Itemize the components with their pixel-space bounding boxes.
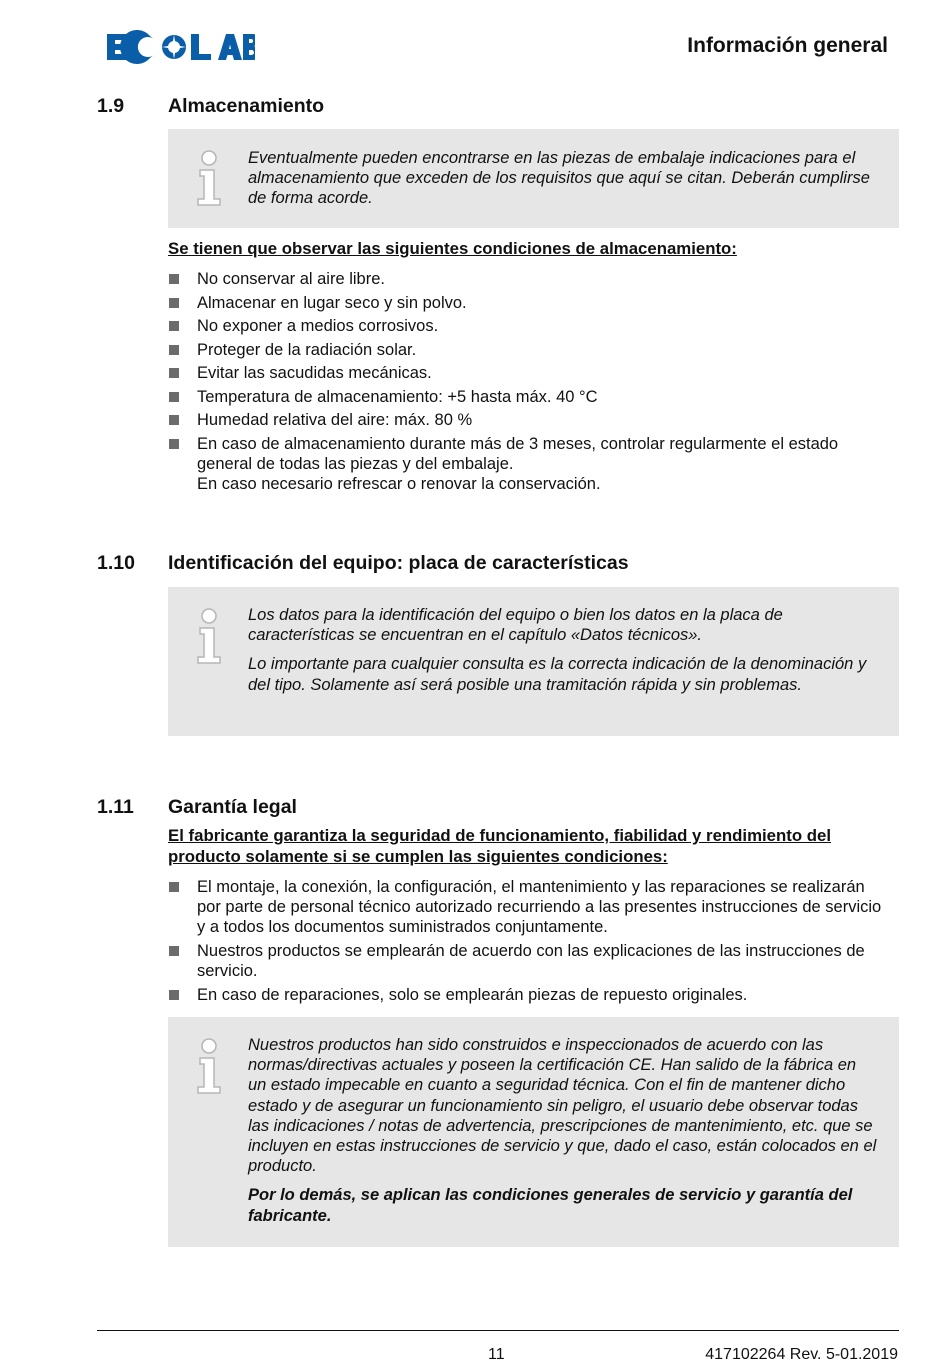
storage-conditions-heading: Se tienen que observar las siguientes condiciones de almacenamiento: [168,239,737,258]
list-item: Temperatura de almacenamiento: +5 hasta máx. 40 °C [168,387,892,407]
bullet-square-icon [169,990,179,1000]
section-title: Garantía legal [168,796,297,818]
bullet-square-icon [169,392,179,402]
section-number: 1.9 [97,95,125,117]
info-note-box [168,129,899,228]
list-item: Almacenar en lugar seco y sin polvo. [168,293,892,313]
page-number: 11 [488,1346,505,1362]
bullet-square-icon [169,274,179,284]
section-number: 1.11 [97,796,134,818]
bullet-square-icon [169,368,179,378]
info-paragraph: Lo importante para cualquier consulta es la correcta indicación de la denominación y del tipo. Solamente así será posible una tramitación rápida y sin problemas. [248,655,867,694]
bullet-square-icon [169,321,179,331]
info-paragraph: Los datos para la identificación del equipo o bien los datos en la placa de características se encuentran en el capítulo «Datos técnicos». [248,606,783,645]
list-item: El montaje, la conexión, la configuración, el mantenimiento y las reparaciones se realizarán por parte de personal técnico autorizado recurriendo a las presentes instrucciones de servicio y a todos los documentos suministrados conjuntamente. [168,877,892,938]
bullet-square-icon [169,439,179,449]
list-item: Proteger de la radiación solar. [168,340,892,360]
bullet-square-icon [169,345,179,355]
list-item: Nuestros productos se emplearán de acuerdo con las explicaciones de las instrucciones de servicio. [168,941,892,981]
list-item: Humedad relativa del aire: máx. 80 % [168,410,892,430]
info-note-box [168,1017,899,1247]
bullet-square-icon [169,946,179,956]
info-paragraph-bold: Por lo demás, se aplican las condiciones generales de servicio y garantía del fabricante. [248,1186,853,1225]
section-title: Almacenamiento [168,95,325,117]
section-title: Identificación del equipo: placa de características [168,552,629,574]
info-icon [192,149,226,207]
info-icon [192,607,226,665]
bullet-square-icon [169,415,179,425]
list-item: Evitar las sacudidas mecánicas. [168,363,892,383]
page-header-title: Información general [687,34,888,57]
list-item: En caso de almacenamiento durante más de 3 meses, controlar regularmente el estado general de todas las piezas y del embalaje. En caso necesario refrescar o renovar la conservación. [168,434,892,495]
ecolab-logo [105,30,255,64]
info-paragraph: Nuestros productos han sido construidos e inspeccionados de acuerdo con las normas/directivas actuales y poseen la certificación CE. Han salido de la fábrica en un estado impecable en cuanto a seguridad técnica. Con el fin de mantener dicho estado y de asegurar un funcionamiento sin peligro, el usuario debe observar todas las indicaciones / notas de advertencia, prescripciones de mantenimiento, etc. que se incluyen en estas instrucciones de servicio y que, dado el caso, están colocados en el producto. [248,1036,877,1176]
bullet-square-icon [169,298,179,308]
info-note-text [248,605,877,695]
list-item: No exponer a medios corrosivos. [168,316,892,336]
info-icon [192,1037,226,1095]
section-number: 1.10 [97,552,135,574]
document-reference: 417102264 Rev. 5-01.2019 [705,1346,898,1362]
footer-divider [97,1330,899,1331]
list-item: No conservar al aire libre. [168,269,892,289]
info-note-box [168,587,899,736]
bullet-square-icon [169,882,179,892]
warranty-conditions-list [168,877,892,1008]
list-item: En caso de reparaciones, solo se emplearán piezas de repuesto originales. [168,985,892,1005]
info-paragraph: Eventualmente pueden encontrarse en las piezas de embalaje indicaciones para el almacenamiento que exceden de los requisitos que aquí se citan. Deberán cumplirse de forma acorde. [248,149,870,208]
storage-conditions-list [168,269,892,497]
info-note-text [248,148,877,209]
info-note-text [248,1035,877,1226]
warranty-conditions-heading: El fabricante garantiza la seguridad de funcionamiento, fiabilidad y rendimiento del producto solamente si se cumplen las siguientes condiciones: [168,826,831,866]
